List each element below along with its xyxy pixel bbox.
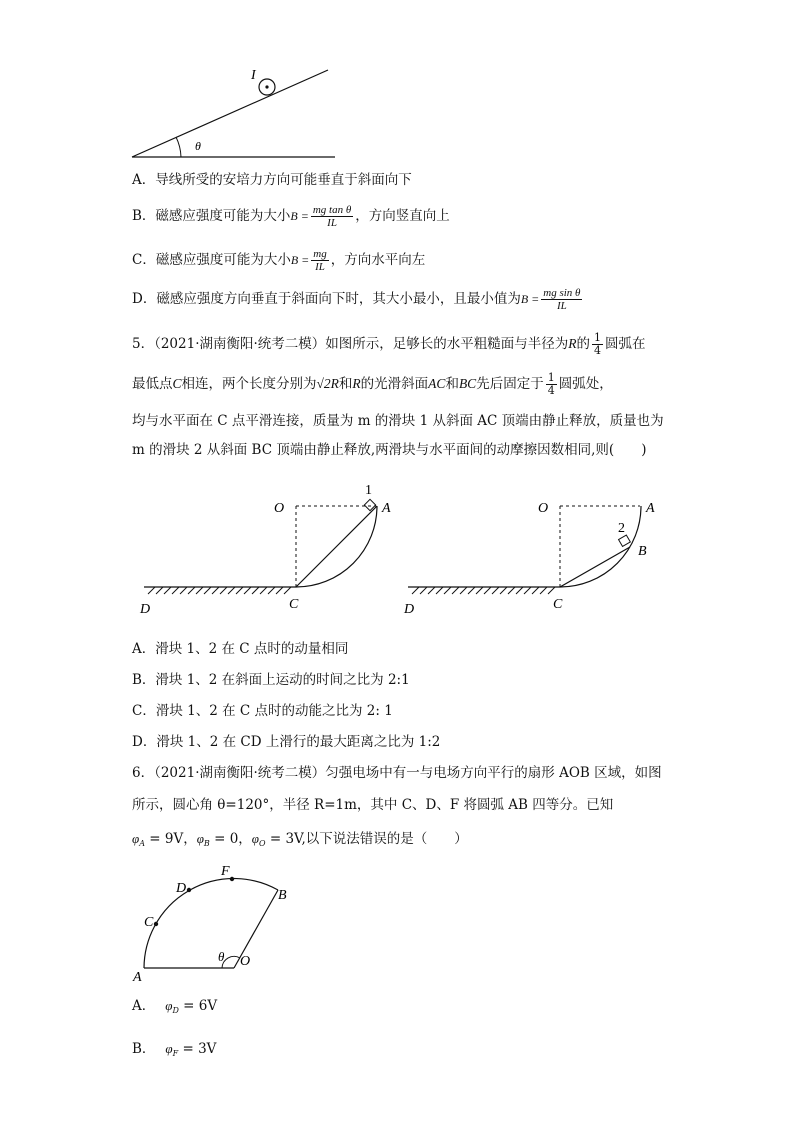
arc-right bbox=[560, 506, 641, 587]
label-A-left: A bbox=[382, 501, 391, 516]
q5-frac-den-2: 4 bbox=[547, 384, 555, 397]
q5-l1-b: 的 bbox=[576, 336, 591, 352]
ground-hatch-right bbox=[412, 587, 555, 594]
label-D-right: D bbox=[404, 602, 415, 617]
q5-option-c: C．滑块 1、2 在 C 点时的动能之比为 2: 1 bbox=[132, 703, 393, 719]
phi-A: φ bbox=[132, 831, 140, 846]
q4-b-fraction bbox=[311, 204, 353, 229]
current-dot bbox=[265, 85, 268, 88]
incline-BC bbox=[560, 547, 630, 587]
label-C: C bbox=[144, 915, 154, 930]
q5-l2-R: R bbox=[352, 376, 361, 391]
q4-b-den: IL bbox=[327, 217, 337, 229]
q5-frac-num-2: 1 bbox=[547, 371, 555, 384]
q4-option-b bbox=[132, 204, 450, 229]
q6-b-phi: φ bbox=[165, 1041, 173, 1056]
label-O-left: O bbox=[274, 501, 285, 516]
q6-option-b bbox=[132, 1039, 216, 1064]
label-B-right: B bbox=[638, 544, 647, 559]
angle-arc bbox=[176, 137, 181, 157]
q4-c-fraction bbox=[311, 248, 328, 273]
q5-l2-d: 的光滑斜面 bbox=[360, 376, 429, 392]
phi-O: φ bbox=[251, 831, 259, 846]
label-O: O bbox=[240, 954, 251, 969]
q5-l2-c: 和 bbox=[338, 376, 353, 392]
q5-frac-num-1: 1 bbox=[594, 331, 602, 344]
label-F: F bbox=[221, 864, 230, 879]
phi-A-val: = 9V， bbox=[144, 831, 197, 847]
q5-l2-BC: BC bbox=[458, 376, 477, 391]
label-A-right: A bbox=[646, 501, 655, 516]
q6-line-1: 6．（2021·湖南衡阳·统考二模）匀强电场中有一与电场方向平行的扇形 AOB 区域，如图 bbox=[132, 765, 662, 781]
point-D bbox=[187, 888, 191, 892]
label-D: D bbox=[176, 881, 187, 896]
incline-figure bbox=[128, 62, 343, 162]
label-A: A bbox=[133, 970, 142, 985]
label-D-left: D bbox=[140, 602, 151, 617]
q5-frac-den-1: 4 bbox=[594, 344, 602, 357]
q4-d-lhs: B = bbox=[520, 292, 540, 306]
label-O-right: O bbox=[538, 501, 549, 516]
phi-O-val: = 3V bbox=[265, 831, 302, 847]
q4-c-num: mg bbox=[313, 248, 327, 260]
label-1: 1 bbox=[365, 483, 372, 498]
q4-c-text: C．磁感应强度可能为大小 bbox=[132, 252, 291, 268]
q4-d-num: mg sin θ bbox=[543, 287, 581, 299]
q5-l2-C: C bbox=[172, 376, 182, 391]
q5-option-b: B．滑块 1、2 在斜面上运动的时间之比为 2:1 bbox=[132, 672, 410, 688]
q5-quarter-fraction-2 bbox=[546, 372, 557, 397]
q4-option-d bbox=[132, 287, 584, 312]
phi-B: φ bbox=[196, 831, 204, 846]
phi-B-val: = 0， bbox=[209, 831, 252, 847]
q5-figure-right bbox=[402, 482, 664, 617]
sector-figure bbox=[128, 860, 298, 985]
label-theta: θ bbox=[195, 139, 201, 153]
q6-a-pre: A． bbox=[132, 998, 156, 1014]
q6-a-sub: D bbox=[172, 1006, 179, 1015]
phi-O-sub: O bbox=[259, 839, 266, 848]
q5-l2-sqrt: √2R bbox=[316, 376, 339, 391]
q6-b-sub: F bbox=[172, 1049, 179, 1058]
q4-d-text: D．磁感应强度方向垂直于斜面向下时，其大小最小，且最小值为 bbox=[132, 291, 521, 307]
label-I: I bbox=[251, 68, 256, 83]
label-theta: θ bbox=[218, 949, 225, 964]
label-C-left: C bbox=[289, 597, 299, 612]
label-B: B bbox=[278, 888, 287, 903]
q6-a-val: = 6V bbox=[178, 998, 218, 1014]
q4-c-den: IL bbox=[315, 261, 325, 273]
q5-l2-g: 圆弧处， bbox=[558, 376, 613, 392]
q5-line-2 bbox=[132, 372, 613, 397]
q4-option-a: A．导线所受的安培力方向可能垂直于斜面向下 bbox=[132, 172, 412, 188]
q4-c-post: ，方向水平向左 bbox=[330, 252, 426, 268]
q6-l3-tail: ,以下说法错误的是（ ） bbox=[301, 831, 468, 847]
q5-l1-c: 圆弧在 bbox=[605, 336, 646, 352]
incline-line bbox=[132, 70, 328, 157]
q6-a-phi: φ bbox=[165, 998, 173, 1013]
q4-b-num: mg tan θ bbox=[312, 204, 352, 216]
q6-line-2: 所示，圆心角 θ=120°，半径 R=1m，其中 C、D、F 将圆弧 AB 四等分。已知 bbox=[132, 797, 614, 813]
q5-option-a: A．滑块 1、2 在 C 点时的动量相同 bbox=[132, 641, 349, 657]
q6-b-pre: B． bbox=[132, 1041, 156, 1057]
q5-l2-e: 和 bbox=[445, 376, 459, 392]
q5-l2-a: 最低点 bbox=[132, 376, 173, 392]
phi-B-sub: B bbox=[203, 839, 210, 848]
q5-l1-R: R bbox=[568, 336, 577, 351]
q4-c-lhs: B = bbox=[290, 253, 310, 267]
incline-AC bbox=[296, 506, 377, 587]
q5-quarter-fraction-1 bbox=[592, 332, 603, 357]
point-F bbox=[230, 877, 234, 881]
q5-line-4: m 的滑块 2 从斜面 BC 顶端由静止释放,两滑块与水平面间的动摩擦因数相同,则( ) bbox=[132, 442, 647, 458]
q4-b-text: B．磁感应强度可能为大小 bbox=[132, 208, 291, 224]
q5-l2-b: 相连，两个长度分别为 bbox=[181, 376, 317, 392]
q5-line-1 bbox=[132, 332, 646, 357]
block-2 bbox=[619, 535, 631, 546]
q5-l2-f: 先后固定于 bbox=[476, 376, 544, 392]
ground-hatch-left bbox=[148, 587, 291, 594]
label-2: 2 bbox=[618, 521, 625, 536]
q6-option-a bbox=[132, 996, 217, 1021]
q5-line-3: 均与水平面在 C 点平滑连接，质量为 m 的滑块 1 从斜面 AC 顶端由静止释放，质量也为 bbox=[132, 413, 664, 429]
label-C-right: C bbox=[553, 597, 563, 612]
point-C bbox=[154, 922, 158, 926]
q4-d-den: IL bbox=[556, 300, 567, 312]
q4-b-post: ，方向竖直向上 bbox=[355, 208, 450, 224]
q5-l2-AC: AC bbox=[428, 376, 446, 391]
q4-b-lhs: B = bbox=[290, 209, 309, 223]
q5-l1-a: 5．（2021·湖南衡阳·统考二模）如图所示，足够长的水平粗糙面与半径为 bbox=[132, 336, 569, 352]
q5-option-d: D．滑块 1、2 在 CD 上滑行的最大距离之比为 1:2 bbox=[132, 734, 441, 750]
arc-AB bbox=[144, 879, 278, 968]
q6-line-3 bbox=[132, 829, 468, 854]
q4-d-fraction bbox=[541, 287, 582, 312]
phi-A-sub: A bbox=[139, 839, 145, 848]
q4-option-c bbox=[132, 248, 425, 273]
q5-figure-left bbox=[138, 482, 400, 617]
q6-b-val: = 3V bbox=[178, 1041, 217, 1057]
